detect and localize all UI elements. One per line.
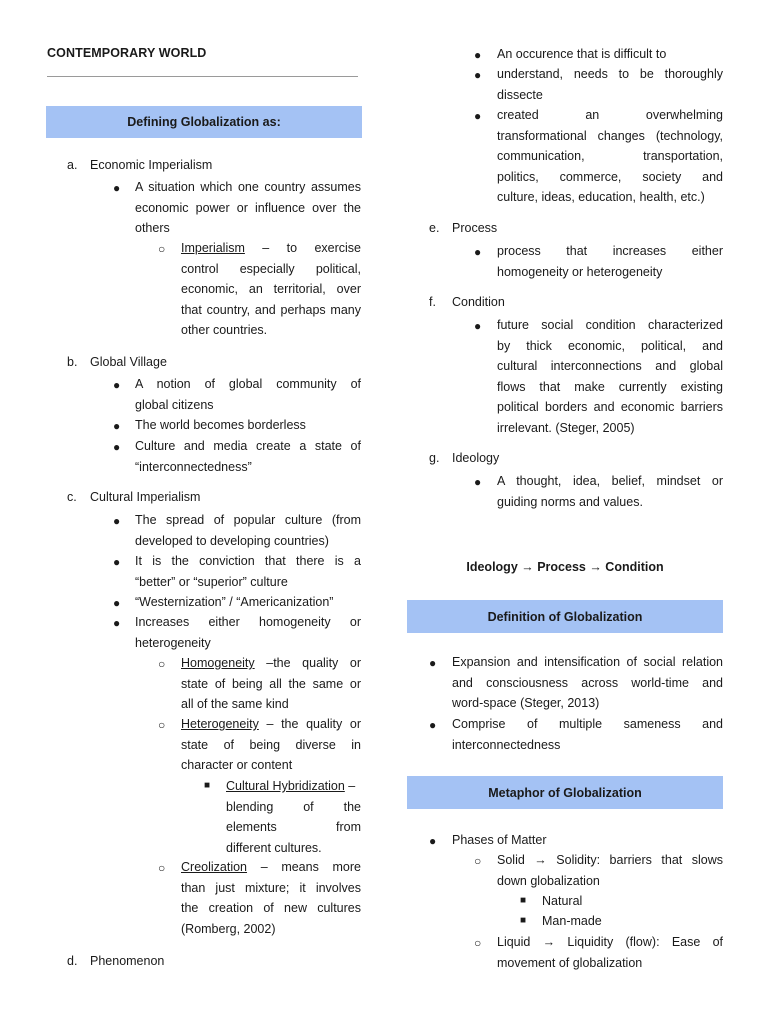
bullet-icon: ● (113, 514, 121, 528)
item-process: Process (452, 221, 498, 235)
definition-imperialism: Imperialism – to exercise control especially political, economic, an territorial, over that country, and perhaps many other countries. (181, 241, 361, 338)
item-cultural-imperialism: Cultural Imperialism (90, 490, 201, 504)
list-marker-f: f. (429, 295, 436, 309)
bullet-icon: ● (474, 475, 482, 489)
bullet-text: “Westernization” / “Americanization” (135, 595, 334, 609)
circle-bullet-icon: ○ (474, 936, 482, 950)
item-condition: Condition (452, 295, 505, 309)
section-header-metaphor: Metaphor of Globalization (407, 776, 723, 809)
bullet-icon: ● (474, 68, 482, 82)
bullet-text: Phases of Matter (452, 833, 547, 847)
metaphor-natural: Natural (542, 894, 583, 908)
bullet-icon: ● (429, 718, 437, 732)
bullet-icon: ● (474, 48, 482, 62)
term-cultural-hybridization: Cultural Hybridization (226, 779, 345, 793)
bullet-text: A notion of global community of global citizens (135, 377, 361, 412)
section-header-definition: Definition of Globalization (407, 600, 723, 633)
term-creolization: Creolization (181, 860, 248, 874)
bullet-icon: ● (474, 319, 482, 333)
term-imperialism: Imperialism (181, 241, 245, 255)
circle-bullet-icon: ○ (158, 718, 166, 732)
bullet-icon: ● (113, 440, 121, 454)
bullet-text: An occurence that is difficult to (497, 47, 667, 61)
bullet-text: A situation which one country assumes economic power or influence over the others (135, 180, 361, 236)
definition-cultural-hybridization: Cultural Hybridization – blending of the elements from different cultures. (226, 779, 361, 855)
bullet-icon: ● (113, 616, 121, 630)
bullet-text: future social condition characterized by thick economic, political, and cultural interconnections and global flows that make currently existing political borders and economic barriers irrelevant. (Steger, 2005) (497, 318, 723, 435)
list-marker-g: g. (429, 451, 440, 465)
bullet-text: understand, needs to be thoroughly dissecte (497, 67, 723, 102)
bullet-text: Comprise of multiple sameness and interconnectedness (452, 717, 723, 752)
metaphor-liquid: Liquid → Liquidity (flow): Ease of movement of globalization (497, 935, 723, 970)
square-bullet-icon: ■ (520, 915, 527, 926)
term-heterogeneity: Heterogeneity (181, 717, 259, 731)
circle-bullet-icon: ○ (474, 854, 482, 868)
bullet-text: created an overwhelming transformational changes (technology, communication, transportation, politics, commerce, society and culture, ideas, education, health, etc.) (497, 108, 723, 205)
bullet-text: process that increases either homogeneity or heterogeneity (497, 244, 723, 279)
page-title: CONTEMPORARY WORLD (47, 46, 207, 60)
bullet-icon: ● (113, 378, 121, 392)
circle-bullet-icon: ○ (158, 657, 166, 671)
square-bullet-icon: ■ (520, 895, 527, 906)
bullet-text: It is the conviction that there is a “better” or “superior” culture (135, 554, 361, 589)
list-marker-c: c. (67, 490, 77, 504)
list-marker-e: e. (429, 221, 440, 235)
item-ideology: Ideology (452, 451, 500, 465)
bullet-icon: ● (429, 834, 437, 848)
list-marker-b: b. (67, 355, 78, 369)
list-marker-d: d. (67, 954, 78, 968)
bullet-text: Expansion and intensification of social relation and consciousness across world-time and word-space (Steger, 2013) (452, 655, 723, 711)
bullet-icon: ● (113, 555, 121, 569)
bullet-icon: ● (474, 109, 482, 123)
bullet-icon: ● (474, 245, 482, 259)
circle-bullet-icon: ○ (158, 861, 166, 875)
bullet-text: The world becomes borderless (135, 418, 306, 432)
definition-creolization: Creolization – means more than just mixture; it involves the creation of new cultures (Romberg, 2002) (181, 860, 361, 936)
bullet-icon: ● (113, 181, 121, 195)
definition-heterogeneity: Heterogeneity – the quality or state of being diverse in character or content (181, 717, 361, 773)
title-divider (47, 76, 358, 77)
section-header-defining: Defining Globalization as: (46, 106, 362, 138)
bullet-icon: ● (113, 596, 121, 610)
bullet-text: Increases either homogeneity or heterogeneity (135, 615, 361, 650)
item-economic-imperialism: Economic Imperialism (90, 158, 213, 172)
metaphor-solid: Solid → Solidity: barriers that slows down globalization (497, 853, 723, 888)
bullet-text: A thought, idea, belief, mindset or guiding norms and values. (497, 474, 723, 509)
square-bullet-icon: ■ (204, 780, 211, 791)
bullet-icon: ● (429, 656, 437, 670)
ideology-process-condition-flow: Ideology → Process → Condition (466, 560, 664, 574)
term-homogeneity: Homogeneity (181, 656, 255, 670)
circle-bullet-icon: ○ (158, 242, 166, 256)
bullet-text: Culture and media create a state of “interconnectedness” (135, 439, 361, 474)
list-marker-a: a. (67, 158, 78, 172)
bullet-text: The spread of popular culture (from developed to developing countries) (135, 513, 361, 548)
metaphor-man-made: Man-made (542, 914, 602, 928)
item-global-village: Global Village (90, 355, 167, 369)
item-phenomenon: Phenomenon (90, 954, 165, 968)
definition-homogeneity: Homogeneity –the quality or state of being all the same or all of the same kind (181, 656, 361, 712)
bullet-icon: ● (113, 419, 121, 433)
